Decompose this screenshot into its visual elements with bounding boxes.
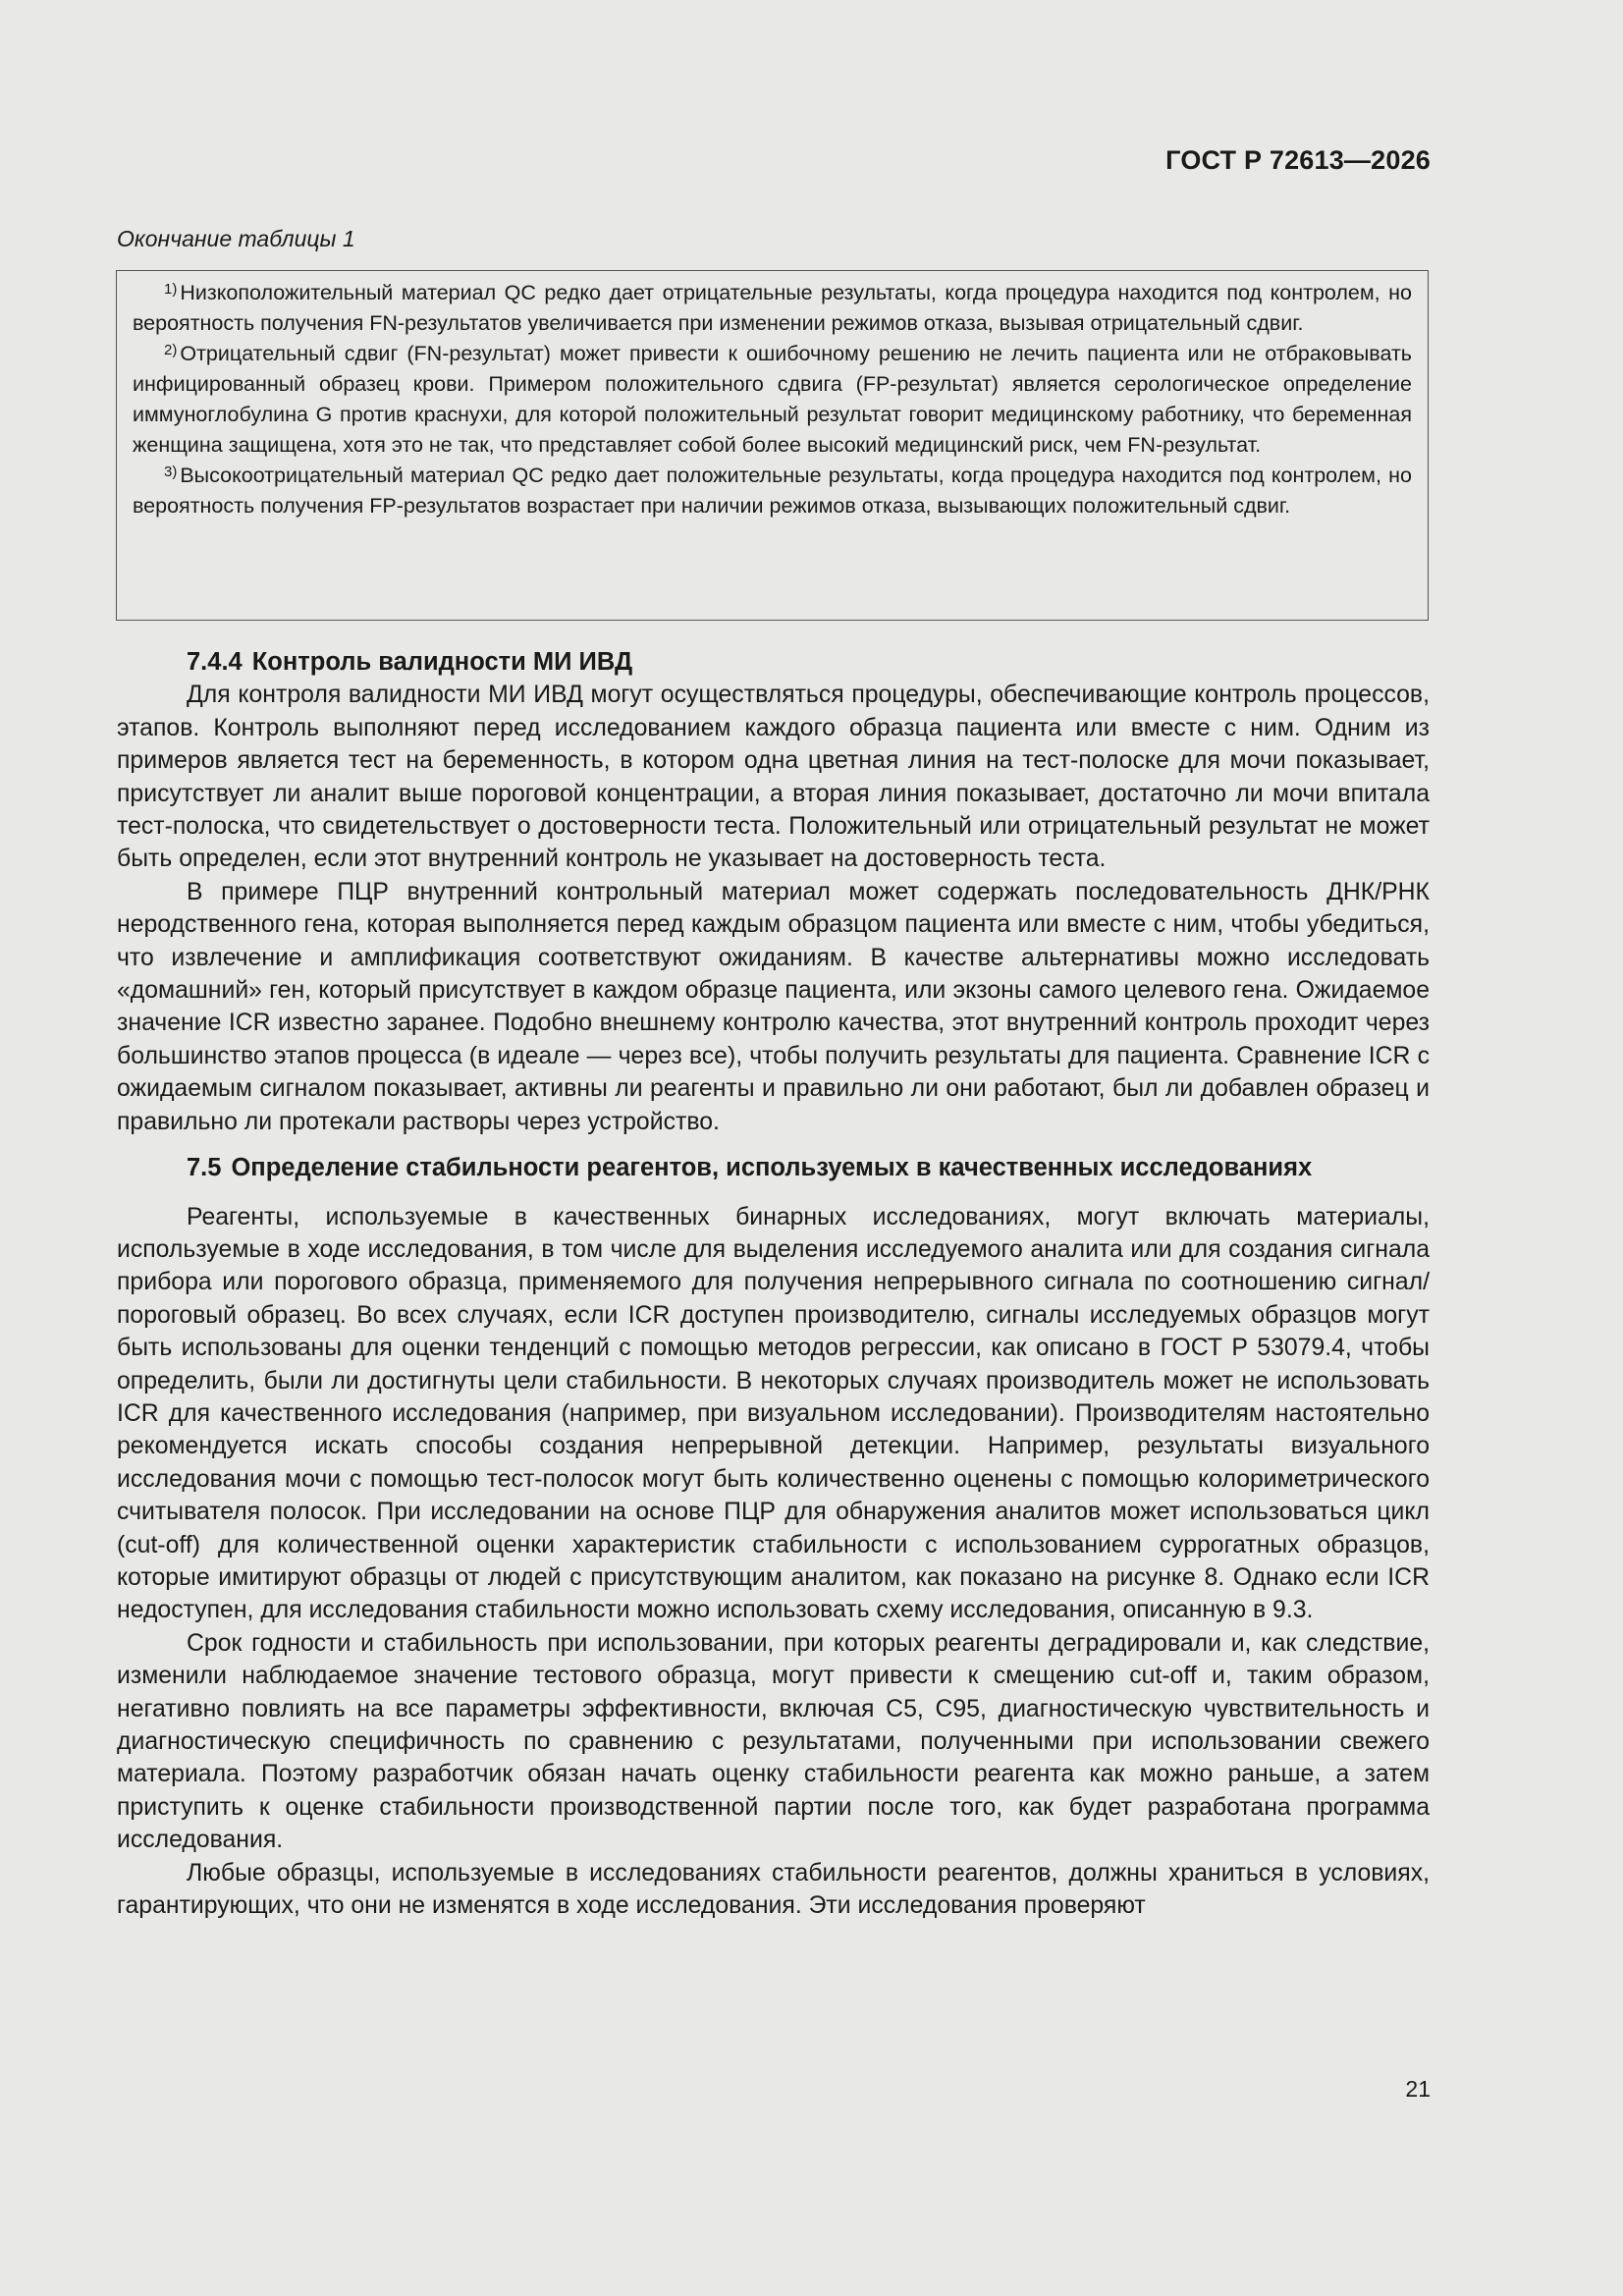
table-note bbox=[133, 339, 1412, 461]
section-number: 7.4.4 bbox=[187, 648, 243, 676]
table-note bbox=[133, 461, 1412, 521]
paragraph: Срок годности и стабильность при использовании, при которых реагенты деградировали и, как следствие, изменили наблюдаемое значение тестового образца, могут привести к смещению cut-off и, таким образом, негативно повлиять на все параметры эффективности, включая С5, С95, диагностическую чувствительность и диагностическую специфичность по сравнению с результатами, полученными при использовании свежего материала. Поэтому разработчик обязан начать оценку стабильности реагента как можно раньше, а затем приступить к оценке стабильности производственной партии после того, как будет разработана программа исследования. bbox=[117, 1629, 1430, 1854]
table-note bbox=[133, 278, 1412, 339]
note-marker: 2) bbox=[164, 342, 178, 358]
document-body bbox=[117, 646, 1430, 1922]
note-marker: 1) bbox=[164, 281, 178, 298]
note-text: Отрицательный сдвиг (FN-результат) может привести к ошибочному решению не лечить пациента или не отбраковывать инфицированный образец крови. Примером положительного сдвига (FP-результат) является серологическое определение иммуноглобулина G против краснухи, для которой положительный результат говорит медицинскому работнику, что беременная женщина защищена, хотя это не так, что представляет собой более высокий медицинский риск, чем FN-результат. bbox=[133, 342, 1412, 457]
note-text: Высокоотрицательный материал QC редко дает положительные результаты, когда процедура находится под контролем, но вероятность получения FP-результатов возрастает при наличии режимов отказа, вызывающих положительный сдвиг. bbox=[133, 464, 1412, 518]
note-marker: 3) bbox=[164, 464, 178, 480]
note-text: Низкоположительный материал QC редко дает отрицательные результаты, когда процедура находится под контролем, но вероятность получения FN-результатов увеличивается при изменении режимов отказа, вызывая отрицательный сдвиг. bbox=[133, 281, 1412, 335]
page-number: 21 bbox=[1405, 2076, 1431, 2102]
paragraph: Любые образцы, используемые в исследованиях стабильности реагентов, должны храниться в условиях, гарантирующих, что они не изменятся в ходе исследования. Эти исследования проверяют bbox=[117, 1859, 1430, 1920]
paragraph: Реагенты, используемые в качественных бинарных исследованиях, могут включать материалы, используемые в ходе исследования, в том числе для выделения исследуемого аналита или для создания сигнала прибора или порогового образца, применяемого для получения непрерывного сигнала по соотношению сигнал/пороговый образец. Во всех случаях, если ICR доступен производителю, сигналы исследуемых образцов могут быть использованы для оценки тенденций с помощью методов регрессии, как описано в ГОСТ Р 53079.4, чтобы определить, были ли достигнуты цели стабильности. В некоторых случаях производитель может не использовать ICR для качественного исследования (например, при визуальном исследовании). Производителям настоятельно рекомендуется искать способы создания непрерывной детекции. Например, результаты визуального исследования мочи с помощью тест-полосок могут быть количественно оценены с помощью колориметрического считывателя полосок. При исследовании на основе ПЦР для обнаружения аналитов может использоваться цикл (cut-off) для количественной оценки характеристик стабильности с использованием суррогатных образцов, которые имитируют образцы от людей с присутствующим аналитом, как показано на рисунке 8. Однако если ICR недоступен, для исследования стабильности можно использовать схему исследования, описанную в 9.3. bbox=[117, 1203, 1430, 1624]
section-title: Определение стабильности реагентов, используемых в качественных исследованиях bbox=[231, 1154, 1313, 1182]
section-number: 7.5 bbox=[187, 1154, 222, 1182]
paragraph: В примере ПЦР внутренний контрольный материал может содержать последовательность ДНК/РНК неродственного гена, которая выполняется перед каждым образцом пациента или вместе с ним, чтобы убедиться, что извлечение и амплификация соответствуют ожиданиям. В качестве альтернативы можно исследовать «домашний» ген, который присутствует в каждом образце пациента, или экзоны самого целевого гена. Ожидаемое значение ICR известно заранее. Подобно внешнему контролю качества, этот внутренний контроль проходит через большинство этапов процесса (в идеале — через все), чтобы получить результаты для пациента. Сравнение ICR с ожидаемым сигналом показывает, активны ли реагенты и правильно ли они работают, был ли добавлен образец и правильно ли протекали растворы через устройство. bbox=[117, 878, 1430, 1135]
section-heading-7-5 bbox=[117, 1152, 1430, 1184]
section-title: Контроль валидности МИ ИВД bbox=[251, 648, 633, 676]
standard-code-header: ГОСТ Р 72613—2026 bbox=[1165, 145, 1431, 175]
section-heading-7-4-4 bbox=[117, 646, 1430, 679]
paragraph: Для контроля валидности МИ ИВД могут осуществляться процедуры, обеспечивающие контроль процессов, этапов. Контроль выполняют перед исследованием каждого образца пациента или вместе с ним. Одним из примеров является тест на беременность, в котором одна цветная линия на тест-полоске для мочи показывает, присутствует ли аналит выше пороговой концентрации, а вторая линия показывает, достаточно ли мочи впитала тест-полоска, что свидетельствует о достоверности теста. Положительный или отрицательный результат не может быть определен, если этот внутренний контроль не указывает на достоверность теста. bbox=[117, 682, 1430, 873]
table-ending-label: Окончание таблицы 1 bbox=[117, 226, 355, 251]
table-notes-box bbox=[116, 270, 1429, 621]
